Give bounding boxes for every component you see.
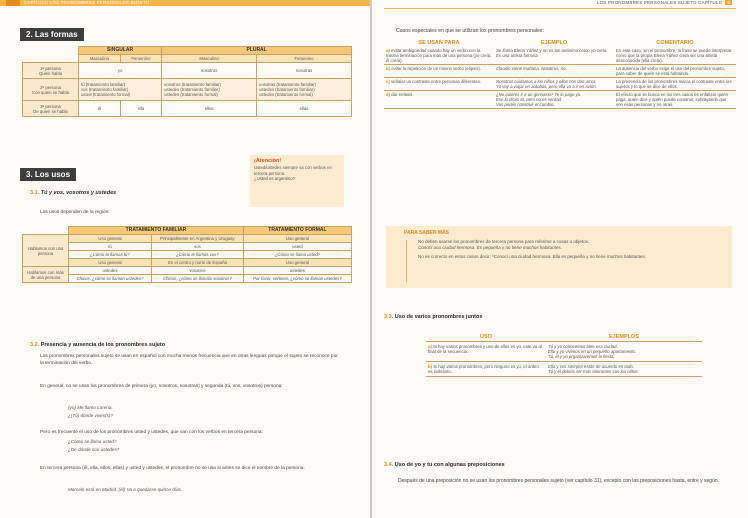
subsection-number: 3.3. [384, 314, 394, 320]
row-letter: c) [386, 79, 390, 84]
saber-line: Conocí una ciudad hermosa. Es pequeña y no tiene muchos habitantes. [418, 245, 562, 250]
forms-cell: vosotros (tratamiento familiar) ustedes (tratamiento familiar) ustedes (tratamiento formal) [162, 79, 257, 101]
region-cell: Uso general [243, 235, 351, 243]
row-letter: a) [428, 344, 432, 349]
esp-head: EJEMPLO [540, 40, 568, 46]
varios-head: USO [426, 334, 546, 342]
subsection-3-1 [30, 190, 116, 196]
esp-head: SE USAN PARA [418, 40, 460, 46]
row-letter: b) [386, 66, 391, 71]
usos-intro: Los usos dependen de la región: [40, 210, 110, 215]
region-cell: ustedes [69, 267, 152, 275]
example: Marcelo está en Madrid. (él) Va a quedarse quince días. [68, 487, 183, 492]
row-letter: b) [428, 364, 433, 369]
forms-row-label: 3ª persona De quien se habla [23, 101, 79, 117]
esp-ejemplo: Se llama Elena Yáñez y no es tan anónima como yo creía. Es una artista famosa. [494, 47, 614, 65]
region-cell: Uso general [69, 235, 152, 243]
intro-text: Casos especiales en que se utilizan los pronombres personales: [396, 28, 544, 34]
varios-pronombres-table [426, 334, 702, 377]
region-table [22, 226, 352, 283]
forms-cell: yo [79, 63, 162, 79]
subsection-number: 3.1. [30, 190, 40, 196]
saber-line: No es correcto en estos casos decir: *Conocí una ciudad hermosa. Ella es pequeña y no tiene muchos habitantes. [418, 254, 646, 259]
esp-comentario: El efecto que se busca en los tres casos es enfatizar quién paga, quién dice y quién puede construir, subrayando que son esas personas y no otras. [614, 91, 736, 109]
chapter-logo [6, 0, 20, 6]
region-cell: vosotros [152, 267, 244, 275]
paragraph: Después de una preposición no se usan los pronombres personales sujeto (ver capítulo 31), excepto con las preposiciones hasta, entre y según. [398, 478, 720, 484]
atencion-box [250, 155, 344, 207]
subsection-3-2 [30, 342, 165, 348]
region-cell: Chicos, ¿cómo se llaman ustedes? [69, 275, 152, 283]
subsection-title: Tú y vos, vosotros y ustedes [40, 190, 117, 196]
forms-row-label: 2ª persona Con quien se habla [23, 79, 79, 101]
varios-ejemplo: Tú y yo conocemos bien esa ciudad. Ella y yo vivimos en un pequeño apartamento. Tú, él y yo organizaremos la fiesta. [546, 342, 702, 362]
region-cell: Principalmente en Argentina y Uruguay [152, 235, 244, 243]
varios-uso: Si hay varios pronombres y uno de ellos es yo, este va al final de la secuencia. [428, 344, 542, 354]
subsection-number: 3.4. [384, 462, 394, 468]
forms-sub-header: Masculino [162, 55, 257, 63]
region-cell: tú [69, 243, 152, 251]
region-row-label: Hablamos con más de una persona [23, 267, 69, 283]
paragraph: En tercera persona (él, ella, ellos, ellas) y usted y ustedes, el pronombre no se usa si antes se dice el nombre de la persona. [40, 466, 305, 471]
region-cell: Chicos, ¿cómo os llamáis vosotros? [152, 275, 244, 283]
esp-ejemplo: Nosotros cuidamos a los niños y ellos nos dan amor. Yo voy a viajar en autobús, pero ella va a ir en avión. [494, 78, 614, 91]
subsection-title: Presencia y ausencia de los pronombres sujeto [40, 342, 166, 348]
region-cell: ¿Cómo se llama usted? [243, 251, 351, 259]
region-row-label: Hablamos con una persona [23, 235, 69, 267]
forms-sub-header: Masculino [79, 55, 121, 63]
header-rule [384, 8, 736, 9]
saber-rule [406, 240, 407, 282]
saber-line: No deben usarse los pronombres de tercera persona para referirse a cosas u objetos. [418, 239, 590, 244]
region-cell: ustedes [243, 267, 351, 275]
forms-cell: vosotras (tratamiento familiar) ustedes (tratamiento familiar) ustedes (tratamiento formal) [257, 79, 352, 101]
region-cell: ¿Cómo te llamas vos? [152, 251, 244, 259]
section-title-usos: 3. Los usos [20, 168, 76, 181]
region-cell: En el centro y norte de España [152, 259, 244, 267]
subsection-title: Uso de yo y tú con algunas preposiciones [394, 462, 505, 468]
forms-cell: tú (tratamiento familiar) vos (tratamiento familiar) usted (tratamiento formal) [79, 79, 162, 101]
paragraph: En general, no se usan los pronombres de primera (yo, nosotros, nosotras) y segunda (tú, vos, vosotros) persona: [40, 384, 283, 389]
row-letter: a) [386, 48, 390, 53]
forms-head-singular: SINGULAR [79, 47, 162, 55]
example: (yo) Me llamo Lorena. [68, 405, 113, 410]
esp-comentario: La presencia de los pronombres marca el contraste entre los sujetos y lo que se dice de ellos. [614, 78, 736, 91]
subsection-3-3 [384, 314, 482, 320]
esp-ejemplo: ¿No quieres ir a un gimnasio? Te lo pago yo. Eso lo dices tú, pero no es verdad. Vos podés construir el cambio. [494, 91, 614, 109]
varios-uso: Si hay varios pronombres, pero ninguno es yo, el orden es indistinto. [428, 364, 539, 374]
esp-comentario: En este caso, sin el pronombre, la frase se puede interpretar como que la propia Elena Yáñez creía ser una artista desconocida (ella creía). [614, 47, 736, 65]
varios-ejemplo: Ella y vos siempre están de acuerdo en todo. Tú y él debéis ser más tolerantes con los niños. [546, 362, 702, 377]
row-letter: d) [386, 92, 391, 97]
forms-head-plural: PLURAL [162, 47, 352, 55]
forms-sub-header: Femenino [120, 55, 161, 63]
forms-cell: ella [120, 101, 161, 117]
para-saber-mas-box [386, 226, 732, 288]
subsection-number: 3.2. [30, 342, 40, 348]
region-cell: Por favor, señores, ¿cómo se llaman ustedes? [243, 275, 351, 283]
example: ¿(Tú) dónde vives(s)? [68, 413, 113, 418]
region-cell: ¿Cómo te llamas tú? [69, 251, 152, 259]
running-head-left: CAPÍTULO LOS PRONOMBRES PERSONALES SUJETO [24, 0, 150, 5]
paragraph: Pero es frecuente el uso de los pronombres usted y ustedes, que van con los verbos en tercera persona: [40, 430, 263, 435]
example: ¿Cómo se llama usted? [68, 439, 117, 444]
running-head-right [597, 0, 732, 5]
esp-head: COMENTARIO [656, 40, 694, 46]
esp-comentario: La ausencia del verbo exige el uso del pronombre sujeto, para saber de quién se está hablando. [614, 65, 736, 78]
region-cell: Uso general [69, 259, 152, 267]
forms-cell: ellas [257, 101, 352, 117]
region-cell: Uso general [243, 259, 351, 267]
forms-cell: él [79, 101, 121, 117]
running-head-text: LOS PRONOMBRES PERSONALES SUJETO CAPÍTULO [596, 0, 723, 5]
varios-head: EJEMPLOS [546, 334, 702, 342]
right-page [372, 0, 748, 518]
atencion-body: Usted/ustedes siempre va con verbos en tercera persona. ¿Usted es argentino? [254, 165, 332, 181]
forms-cell: nosotras [257, 63, 352, 79]
forms-sub-header: Femenino [257, 55, 352, 63]
esp-ejemplo: Claudio viene mañana. Nosotros, no. [494, 65, 614, 78]
region-cell: vos [152, 243, 244, 251]
forms-row-label: 1ª persona Quien habla [23, 63, 79, 79]
esp-uso: evitar la repetición de un mismo verbo (elipsis). [391, 66, 482, 71]
example: ¿De dónde son ustedes? [68, 447, 120, 452]
page-number-badge: 9 [727, 0, 730, 5]
subsection-title: Uso de varios pronombres juntos [394, 314, 483, 320]
esp-uso: señalar un contraste entre personas diferentes. [391, 79, 482, 84]
esp-uso: dar énfasis. [391, 92, 414, 97]
esp-uso: evitar ambigüedad cuando hay un verbo con la misma terminación para más de una persona (yo creía; él creía). [386, 48, 492, 63]
forms-cell: ellos [162, 101, 257, 117]
section-title-formas: 2. Las formas [20, 28, 84, 41]
region-head-formal: TRATAMIENTO FORMAL [243, 227, 351, 235]
region-cell: usted [243, 243, 351, 251]
forms-table [22, 46, 352, 117]
paragraph: Los pronombres personales sujeto se usan en español con mucha menos frecuencia que en otras lenguas porque el sujeto se reconoce por la terminación del verbo. [40, 354, 338, 366]
special-cases-table [384, 40, 736, 109]
left-page [0, 0, 370, 518]
forms-cell: nosotros [162, 63, 257, 79]
region-head-familiar: TRATAMIENTO FAMILIAR [69, 227, 244, 235]
atencion-title: ¡Atención! [254, 158, 282, 164]
subsection-3-4 [384, 462, 505, 468]
saber-title: PARA SABER MÁS [404, 230, 450, 236]
